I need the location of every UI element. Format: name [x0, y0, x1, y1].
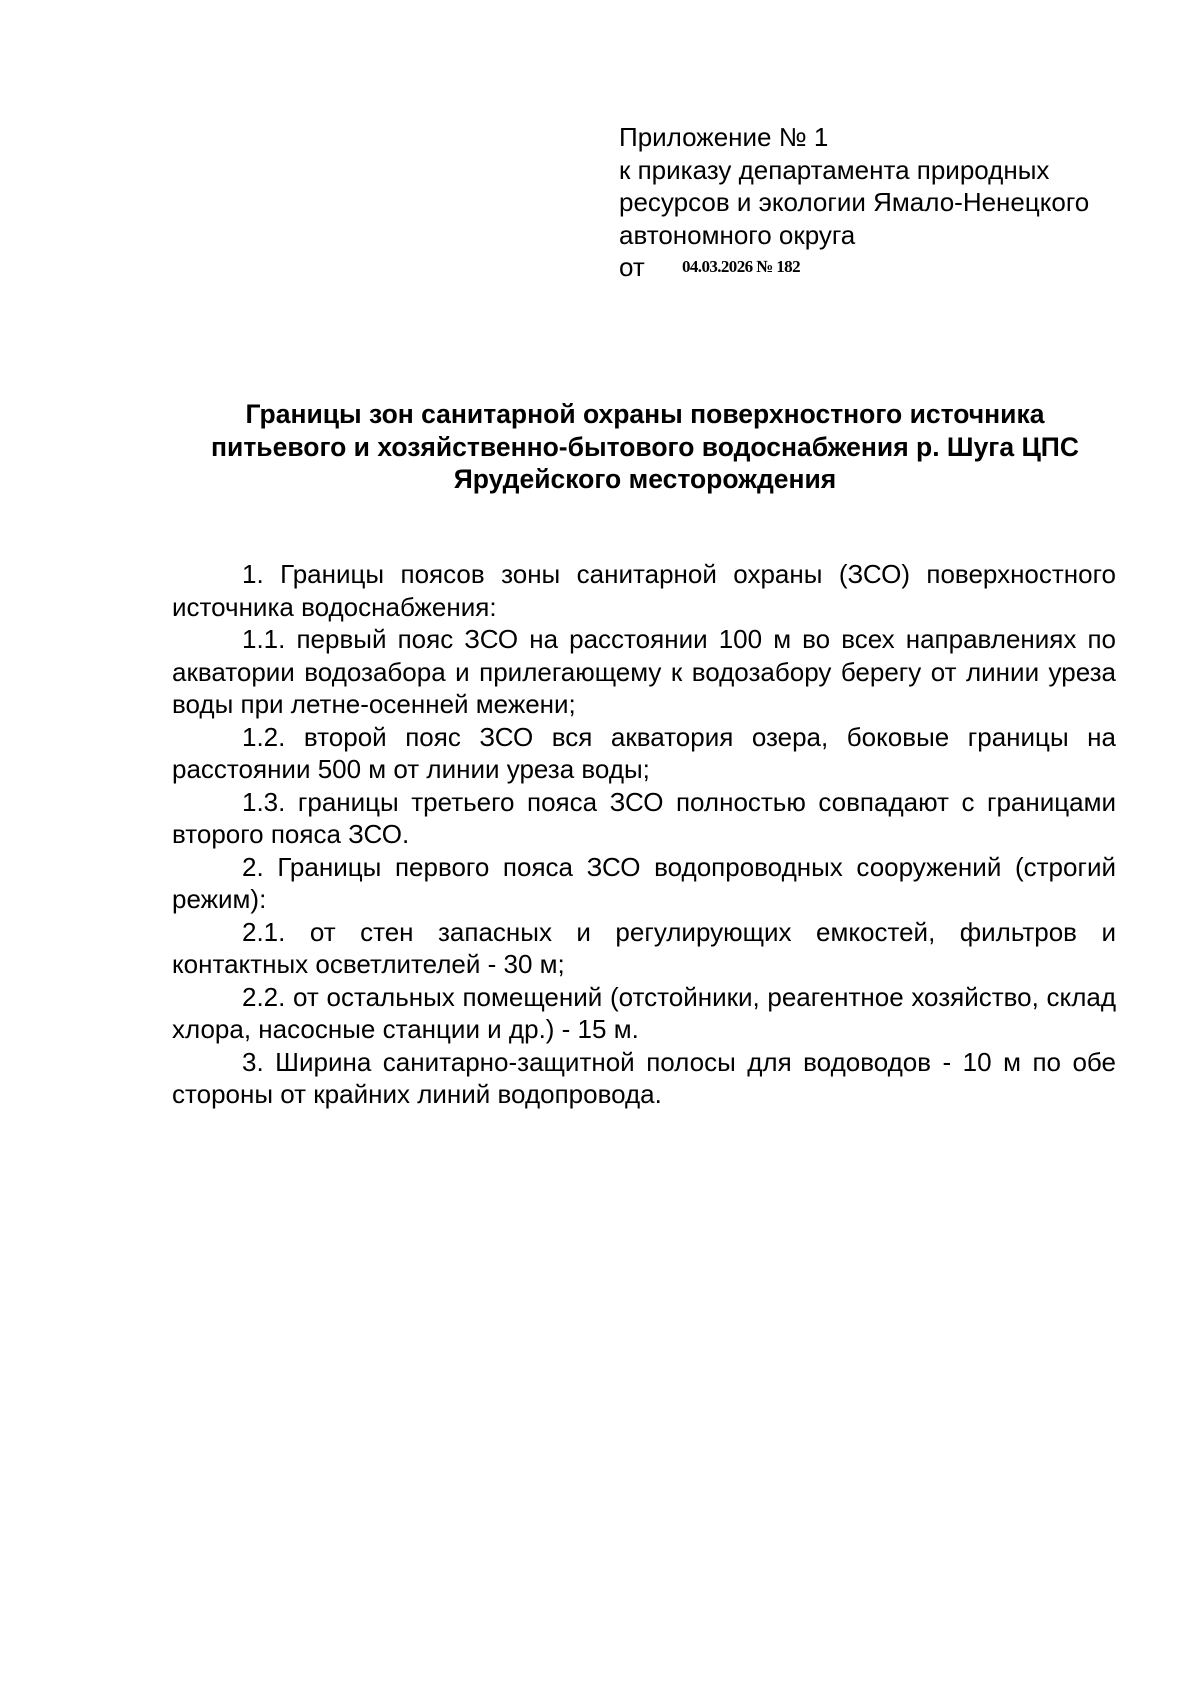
paragraph-3: 3. Ширина санитарно-защитной полосы для водоводов - 10 м по обе стороны от крайних линий водопровода. — [172, 1046, 1116, 1109]
paragraph-1-2: 1.2. второй пояс ЗСО вся акватория озера, боковые границы на расстоянии 500 м от линии уреза воды; — [172, 721, 1116, 784]
title-line-2: питьевого и хозяйственно-бытового водоснабжения р. Шуга ЦПС — [211, 431, 1079, 462]
date-prefix: от — [619, 252, 645, 282]
document-body — [172, 558, 1116, 1111]
paragraph-2-2: 2.2. от остальных помещений (отстойники, реагентное хозяйство, склад хлора, насосные станции и др.) - 15 м. — [172, 981, 1116, 1044]
paragraph-2-1: 2.1. от стен запасных и регулирующих емкостей, фильтров и контактных осветлителей - 30 м; — [172, 916, 1116, 979]
title-line-3: Ярудейского месторождения — [453, 464, 837, 494]
appendix-header — [619, 121, 1139, 288]
date-number-stamp: 04.03.2026 № 182 — [682, 257, 800, 276]
appendix-number: Приложение № 1 — [619, 122, 829, 152]
appendix-region: автономного округа — [619, 219, 856, 250]
paragraph-1: 1. Границы поясов зоны санитарной охраны (ЗСО) поверхностного источника водоснабжения: — [172, 559, 1116, 622]
appendix-order-ref: к приказу департамента природных — [619, 154, 1050, 185]
appendix-date-line — [619, 251, 1139, 288]
paragraph-2: 2. Границы первого пояса ЗСО водопроводных сооружений (строгий режим): — [172, 851, 1116, 914]
appendix-department: ресурсов и экологии Ямало-Ненецкого — [619, 187, 1090, 217]
document-title — [160, 398, 1130, 496]
title-line-1: Границы зон санитарной охраны поверхностного источника — [245, 399, 1045, 429]
paragraph-1-3: 1.3. границы третьего пояса ЗСО полностью совпадают с границами второго пояса ЗСО. — [172, 786, 1116, 849]
paragraph-1-1: 1.1. первый пояс ЗСО на расстоянии 100 м во всех направлениях по акватории водозабора и прилегающему к водозабору берегу от линии уреза воды при летне-осенней межени; — [172, 624, 1116, 719]
